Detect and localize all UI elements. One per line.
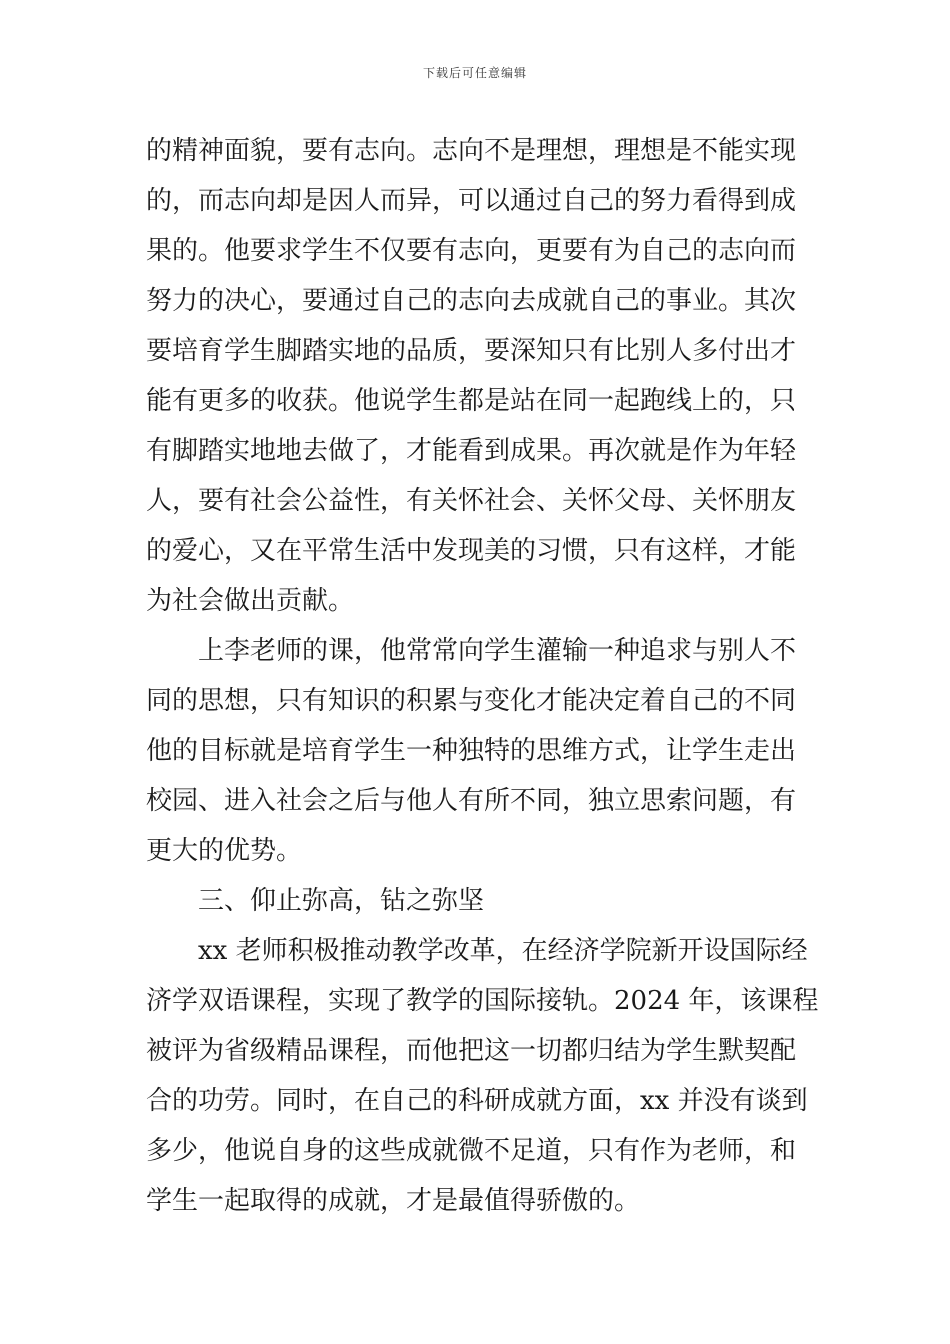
- text-line: 的精神面貌，要有志向。志向不是理想，理想是不能实现: [146, 136, 797, 166]
- text-line: 为社会做出贡献。: [146, 586, 355, 616]
- text-line: 的爱心，又在平常生活中发现美的习惯，只有这样，才能: [146, 536, 797, 566]
- document-body: [146, 126, 819, 1226]
- text-line: 校园、进入社会之后与他人有所不同，独立思索问题，有: [146, 786, 797, 816]
- text-line: 合的功劳。同时，在自己的科研成就方面，xx 并没有谈到: [146, 1086, 808, 1116]
- text-line: 人，要有社会公益性，有关怀社会、关怀父母、关怀朋友: [146, 486, 797, 516]
- text-line: 能有更多的收获。他说学生都是站在同一起跑线上的，只: [146, 386, 797, 416]
- text-line: 学生一起取得的成就，才是最值得骄傲的。: [146, 1186, 641, 1216]
- text-line: 济学双语课程，实现了教学的国际接轨。2024 年，该课程: [146, 986, 819, 1016]
- text-line: 他的目标就是培育学生一种独特的思维方式，让学生走出: [146, 736, 797, 766]
- text-line: 有脚踏实地地去做了，才能看到成果。再次就是作为年轻: [146, 436, 797, 466]
- text-line: 果的。他要求学生不仅要有志向，更要有为自己的志向而: [146, 236, 797, 266]
- text-line: 的，而志向却是因人而异，可以通过自己的努力看得到成: [146, 186, 797, 216]
- section-heading: 三、仰止弥高，钻之弥坚: [198, 886, 485, 916]
- text-line: 更大的优势。: [146, 836, 303, 866]
- text-line: 多少，他说自身的这些成就微不足道，只有作为老师，和: [146, 1136, 797, 1166]
- document-header-note: 下载后可任意编辑: [422, 66, 527, 80]
- text-line: 要培育学生脚踏实地的品质，要深知只有比别人多付出才: [146, 336, 797, 366]
- paragraph-first-line: xx 老师积极推动教学改革，在经济学院新开设国际经: [198, 936, 808, 966]
- text-line: 同的思想，只有知识的积累与变化才能决定着自己的不同: [146, 686, 797, 716]
- text-line: 被评为省级精品课程，而他把这一切都归结为学生默契配: [146, 1036, 797, 1066]
- paragraph-first-line: 上李老师的课，他常常向学生灌输一种追求与别人不: [198, 636, 797, 666]
- text-line: 努力的决心，要通过自己的志向去成就自己的事业。其次: [146, 286, 797, 316]
